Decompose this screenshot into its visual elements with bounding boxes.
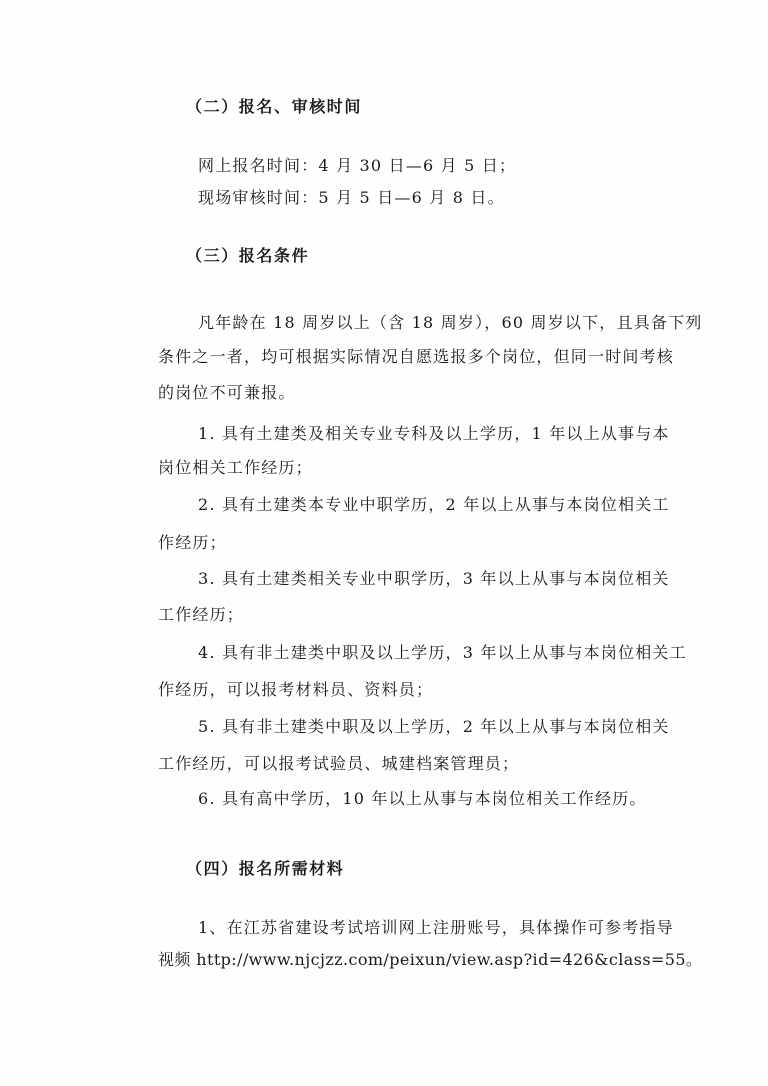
condition-item-6: 6. 具有高中学历，10 年以上从事与本岗位相关工作经历。 bbox=[198, 789, 647, 808]
condition-item-5-line-2: 工作经历，可以报考试验员、城建档案管理员； bbox=[158, 754, 520, 773]
condition-item-2-line-1: 2. 具有土建类本专业中职学历，2 年以上从事与本岗位相关工 bbox=[198, 495, 670, 514]
section-heading-materials: （四）报名所需材料 bbox=[186, 859, 345, 878]
materials-line-2-with-url: 视频 http://www.njcjzz.com/peixun/view.asp?id=426&class=55。 bbox=[158, 950, 703, 969]
online-registration-time: 网上报名时间：4 月 30 日—6 月 5 日； bbox=[198, 156, 517, 175]
condition-item-3-line-2: 工作经历； bbox=[158, 605, 245, 624]
conditions-intro-line-2: 条件之一者，均可根据实际情况自愿选报多个岗位，但同一时间考核 bbox=[158, 347, 675, 366]
condition-item-1-line-1: 1. 具有土建类及相关专业专科及以上学历，1 年以上从事与本 bbox=[198, 424, 670, 443]
condition-item-4-line-1: 4. 具有非土建类中职及以上学历，3 年以上从事与本岗位相关工 bbox=[198, 643, 687, 662]
condition-item-4-line-2: 作经历，可以报考材料员、资料员； bbox=[158, 680, 434, 699]
condition-item-1-line-2: 岗位相关工作经历； bbox=[158, 458, 313, 477]
onsite-review-time: 现场审核时间：5 月 5 日—6 月 8 日。 bbox=[198, 188, 505, 207]
condition-item-2-line-2: 作经历； bbox=[158, 533, 227, 552]
conditions-intro-line-3: 的岗位不可兼报。 bbox=[158, 383, 296, 402]
conditions-intro-line-1: 凡年龄在 18 周岁以上（含 18 周岁），60 周岁以下，且具备下列 bbox=[198, 313, 703, 332]
condition-item-5-line-1: 5. 具有非土建类中职及以上学历，2 年以上从事与本岗位相关 bbox=[198, 717, 670, 736]
condition-item-3-line-1: 3. 具有土建类相关专业中职学历，3 年以上从事与本岗位相关 bbox=[198, 569, 670, 588]
materials-line-1: 1、在江苏省建设考试培训网上注册账号，具体操作可参考指导 bbox=[198, 918, 674, 937]
section-heading-conditions: （三）报名条件 bbox=[186, 246, 310, 265]
section-heading-registration-time: （二）报名、审核时间 bbox=[186, 97, 363, 116]
